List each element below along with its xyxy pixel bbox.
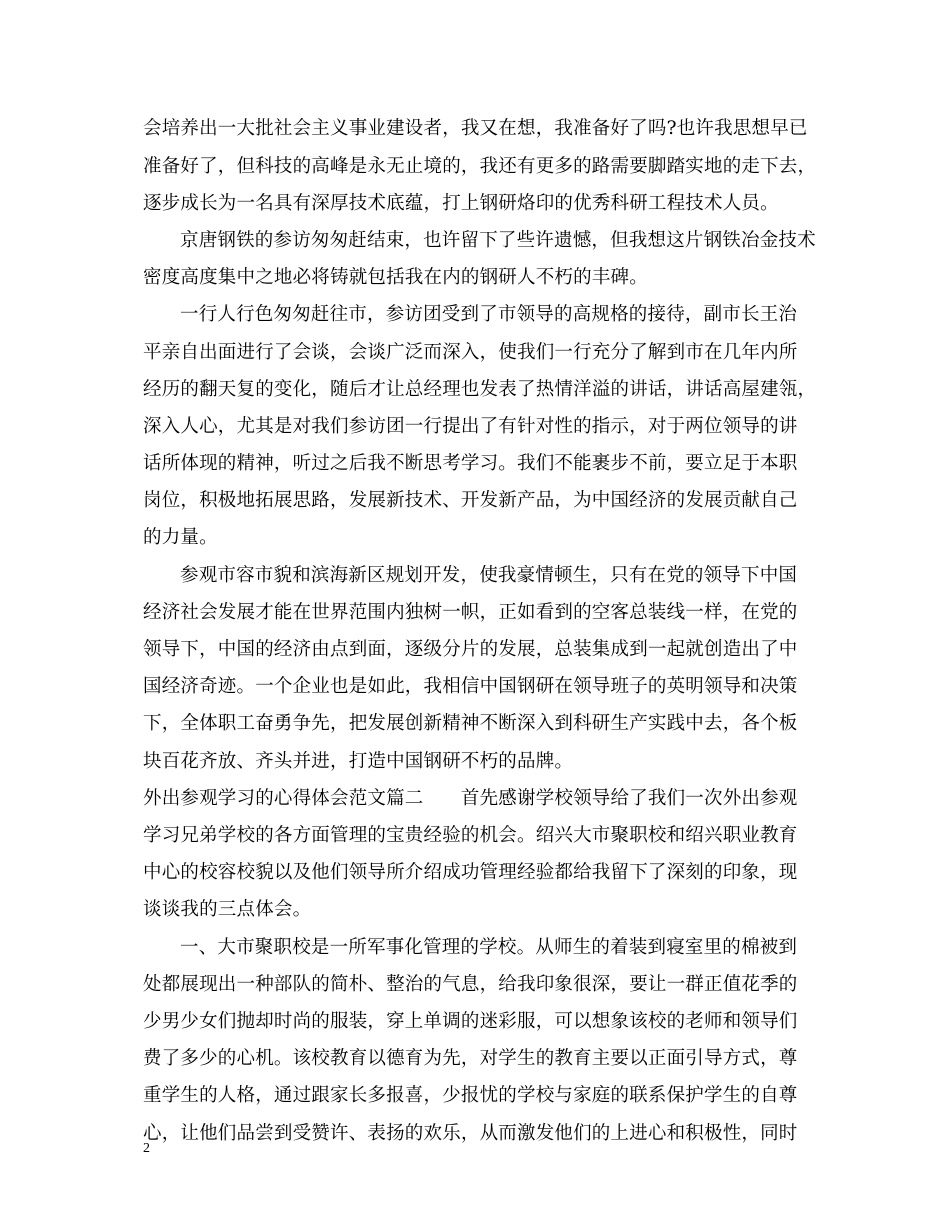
text-line: 京唐钢铁的参访匆匆赶结束，也许留下了些许遗憾，但我想这片钢铁冶金技术	[180, 230, 816, 251]
text-line: 学习兄弟学校的各方面管理的宝贵经验的机会。绍兴大市聚职校和绍兴职业教育	[143, 825, 798, 846]
text-line: 费了多少的心机。该校教育以德育为先，对学生的教育主要以正面引导方式，尊	[143, 1048, 798, 1069]
text-line: 重学生的人格，通过跟家长多报喜，少报忧的学校与家庭的联系保护学生的自尊	[143, 1085, 798, 1106]
text-line: 岗位，积极地拓展思路，发展新技术、开发新产品，为中国经济的发展贡献自己	[143, 490, 798, 511]
page-number: 2	[143, 1141, 150, 1156]
text-line: 的力量。	[143, 527, 218, 548]
text-line: 密度高度集中之地必将铸就包括我在内的钢研人不朽的丰碑。	[143, 267, 648, 288]
text-line: 少男少女们抛却时尚的服装，穿上单调的迷彩服，可以想象该校的老师和领导们	[143, 1011, 798, 1032]
text-line: 话所体现的精神，听过之后我不断思考学习。我们不能裹步不前，要立足于本职	[143, 453, 798, 474]
text-line: 一行人行色匆匆赶往市，参访团受到了市领导的高规格的接待，副市长王治	[180, 304, 798, 325]
text-line: 处都展现出一种部队的简朴、整治的气息，给我印象很深，要让一群正值花季的	[143, 974, 798, 995]
text-line: 块百花齐放、齐头并进，打造中国钢研不朽的品牌。	[143, 751, 574, 772]
text-line: 经济社会发展才能在世界范围内独树一帜，正如看到的空客总装线一样，在党的	[143, 602, 798, 623]
text-line: 国经济奇迹。一个企业也是如此，我相信中国钢研在领导班子的英明领导和决策	[143, 676, 798, 697]
text-line: 谈谈我的三点体会。	[143, 899, 312, 920]
text-line: 心，让他们品尝到受赞许、表扬的欢乐，从而激发他们的上进心和积极性，同时	[143, 1123, 798, 1144]
text-line: 一、大市聚职校是一所军事化管理的学校。从师生的着装到寝室里的棉被到	[180, 937, 798, 958]
text-line: 中心的校容校貌以及他们领导所介绍成功管理经验都给我留下了深刻的印象，现	[143, 862, 798, 883]
section-heading-line: 外出参观学习的心得体会范文篇二 首先感谢学校领导给了我们一次外出参观	[143, 788, 798, 809]
text-line: 参观市容市貌和滨海新区规划开发，使我豪情顿生，只有在党的领导下中国	[180, 565, 798, 586]
text-line: 会培养出一大批社会主义事业建设者，我又在想，我准备好了吗?也许我思想早已	[143, 118, 808, 139]
text-line: 下，全体职工奋勇争先，把发展创新精神不断深入到科研生产实践中去，各个板	[143, 713, 798, 734]
text-line: 逐步成长为一名具有深厚技术底蕴，打上钢研烙印的优秀科研工程技术人员。	[143, 193, 779, 214]
text-line: 经历的翻天复的变化，随后才让总经理也发表了热情洋溢的讲话，讲话高屋建瓴，	[143, 379, 817, 400]
text-line: 深入人心，尤其是对我们参访团一行提出了有针对性的指示，对于两位领导的讲	[143, 416, 798, 437]
text-line: 平亲自出面进行了会谈，会谈广泛而深入，使我们一行充分了解到市在几年内所	[143, 342, 798, 363]
text-line: 领导下，中国的经济由点到面，逐级分片的发展，总装集成到一起就创造出了中	[143, 639, 798, 660]
text-line: 准备好了，但科技的高峰是永无止境的，我还有更多的路需要脚踏实地的走下去，	[143, 156, 817, 177]
